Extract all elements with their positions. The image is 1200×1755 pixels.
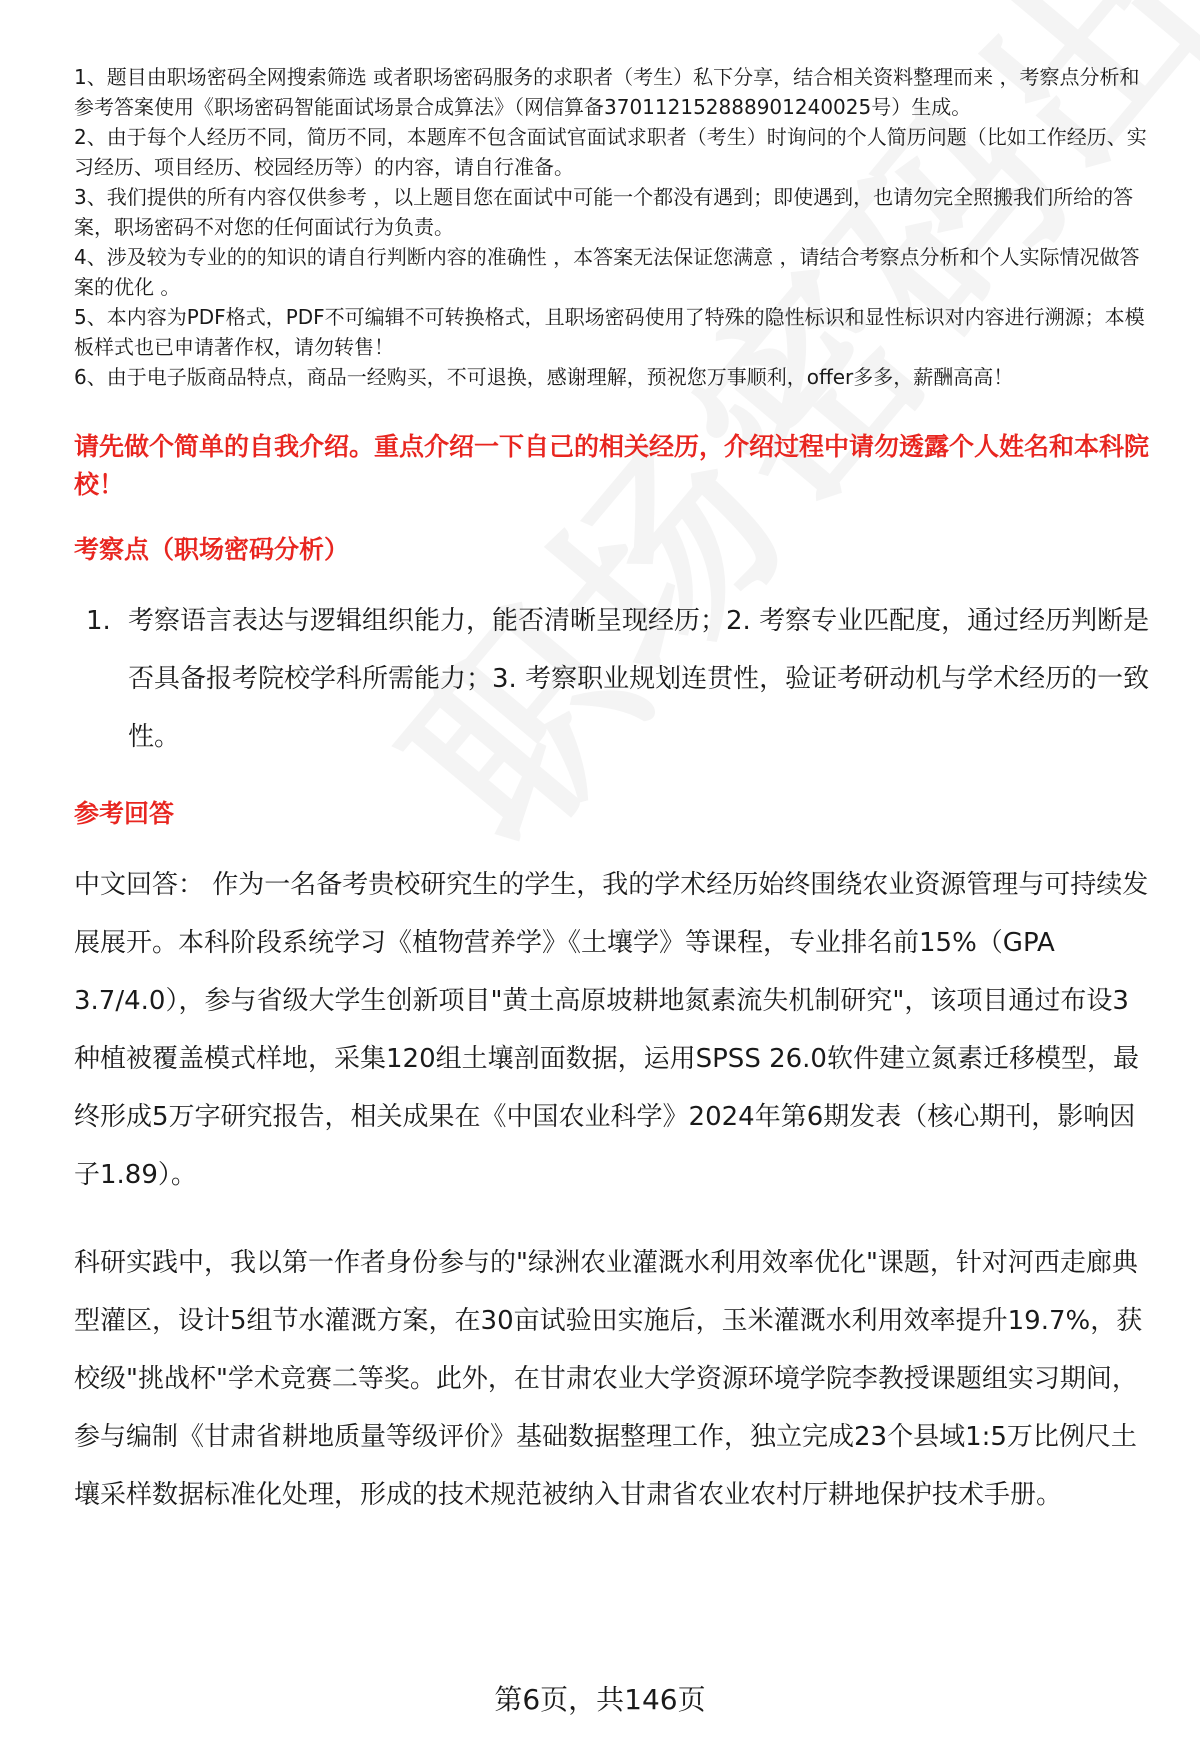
notice-item: 4、涉及较为专业的的知识的请自行判断内容的准确性 ，本答案无法保证您满意 ，请结合考察点分析和个人实际情况做答案的优化 。 <box>74 245 1140 299</box>
list-item <box>74 592 1154 766</box>
answer-paragraph: 中文回答： 作为一名备考贵校研究生的学生，我的学术经历始终围绕农业资源管理与可持续发展展开。本科阶段系统学习《植物营养学》《土壤学》等课程，专业排名前15%（GPA 3.7/4.0），参与省级大学生创新项目"黄土高原坡耕地氮素流失机制研究"，该项目通过布设3种植被覆盖模式样地，采集120组土壤剖面数据，运用SPSS 26.0软件建立氮素迁移模型，最终形成5万字研究报告，相关成果在《中国农业科学》2024年第6期发表（核心期刊，影响因子1.89）。 <box>74 870 1149 1190</box>
notice-block <box>74 62 1154 392</box>
points-section-title: 考察点（职场密码分析） <box>74 535 350 564</box>
notice-item: 6、由于电子版商品特点，商品一经购买，不可退换，感谢理解，预祝您万事顺利，offer多多，薪酬高高！ <box>74 365 1014 389</box>
notice-item: 3、我们提供的所有内容仅供参考 ，以上题目您在面试中可能一个都没有遇到；即使遇到，也请勿完全照搬我们所给的答案，职场密码不对您的任何面试行为负责。 <box>74 185 1134 239</box>
notice-item: 5、本内容为PDF格式，PDF不可编辑不可转换格式，且职场密码使用了特殊的隐性标识和显性标识对内容进行溯源；本模板样式也已申请著作权，请勿转售！ <box>74 305 1145 359</box>
notice-item: 1、题目由职场密码全网搜索筛选 或者职场密码服务的求职者（考生）私下分享，结合相关资料整理而来 ，考察点分析和参考答案使用《职场密码智能面试场景合成算法》（网信算备370112152888901240025号）生成。 <box>74 65 1140 119</box>
answer-block <box>74 856 1154 1524</box>
answer-paragraph: 科研实践中，我以第一作者身份参与的"绿洲农业灌溉水利用效率优化"课题，针对河西走廊典型灌区，设计5组节水灌溉方案，在30亩试验田实施后，玉米灌溉水利用效率提升19.7%，获校级"挑战杯"学术竞赛二等奖。此外，在甘肃农业大学资源环境学院李教授课题组实习期间，参与编制《甘肃省耕地质量等级评价》基础数据整理工作，独立完成23个县域1:5万比例尺土壤采样数据标准化处理，形成的技术规范被纳入甘肃省农业农村厅耕地保护技术手册。 <box>74 1248 1143 1510</box>
page-content <box>74 62 1154 1524</box>
list-item-text: 考察语言表达与逻辑组织能力，能否清晰呈现经历；2. 考察专业匹配度，通过经历判断是否具备报考院校学科所需能力；3. 考察职业规划连贯性，验证考研动机与学术经历的一致性。 <box>128 606 1150 752</box>
notice-item: 2、由于每个人经历不同，简历不同，本题库不包含面试官面试求职者（考生）时询问的个人简历问题（比如工作经历、实习经历、项目经历、校园经历等）的内容，请自行准备。 <box>74 125 1147 179</box>
list-item-number: 1. <box>86 606 111 636</box>
page-number: 第6页，共146页 <box>494 1683 706 1716</box>
answer-section-title: 参考回答 <box>74 799 175 828</box>
points-list <box>74 592 1154 766</box>
question-heading: 请先做个简单的自我介绍。重点介绍一下自己的相关经历，介绍过程中请勿透露个人姓名和本科院校！ <box>74 432 1150 499</box>
